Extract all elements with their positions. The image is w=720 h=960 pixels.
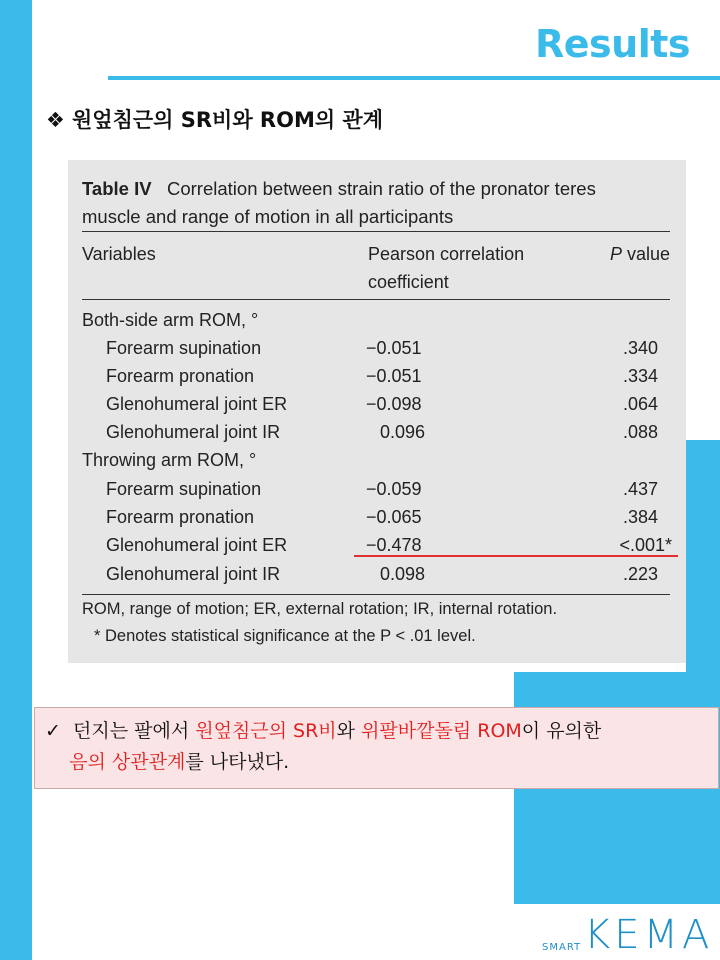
column-header-variables: Variables bbox=[82, 244, 156, 264]
table-row-pearson: −0.478 bbox=[366, 535, 422, 555]
table-caption bbox=[82, 175, 596, 231]
table-footnote-abbreviations: ROM, range of motion; ER, external rotation; IR, internal rotation. bbox=[82, 600, 558, 618]
slide-title: Results bbox=[534, 22, 690, 66]
table-row-p: .064 bbox=[622, 394, 658, 414]
table-header-rule bbox=[82, 299, 670, 300]
column-header-pearson bbox=[368, 240, 524, 296]
table-top-rule bbox=[82, 231, 670, 232]
logo-small-text: SMART bbox=[542, 942, 582, 952]
column-header-p-italic: P bbox=[609, 244, 622, 264]
note-part: 를 나타냈다. bbox=[185, 751, 290, 773]
table-row-pearson: −0.051 bbox=[366, 366, 422, 386]
table-row-label: Forearm supination bbox=[106, 338, 262, 358]
conclusion-note bbox=[34, 707, 719, 789]
table-row-p: .223 bbox=[622, 564, 658, 584]
table-row-label: Glenohumeral joint IR bbox=[106, 564, 281, 584]
column-header-p-rest: value bbox=[621, 244, 670, 264]
table-row-pearson: 0.096 bbox=[380, 422, 426, 442]
column-header-p-value bbox=[610, 240, 670, 268]
diamond-bullet-icon: ❖ bbox=[46, 108, 65, 132]
column-header-pearson-line2: coefficient bbox=[368, 272, 449, 292]
note-part: 던지는 팔에서 bbox=[73, 720, 196, 742]
section-heading-text: 원엎침근의 SR비와 ROM의 관계 bbox=[72, 108, 384, 132]
table-row-p: .334 bbox=[622, 366, 658, 386]
table-row-p: .340 bbox=[622, 338, 658, 358]
check-icon: ✓ bbox=[45, 720, 61, 742]
table-row-p: .088 bbox=[622, 422, 658, 442]
table-row-pearson: −0.098 bbox=[366, 394, 422, 414]
table-caption-line2: muscle and range of motion in all participants bbox=[82, 206, 454, 227]
table-row-p: .437 bbox=[622, 479, 658, 499]
table-image-panel bbox=[68, 160, 686, 663]
kema-logo bbox=[540, 912, 710, 952]
table-footnote-significance: * Denotes statistical significance at the P < .01 level. bbox=[94, 627, 476, 645]
note-highlight: 원엎침근의 SR비 bbox=[195, 720, 337, 742]
right-accent-block bbox=[686, 440, 720, 680]
table-row-pearson: −0.059 bbox=[366, 479, 422, 499]
note-highlight: 음의 상관관계 bbox=[69, 751, 186, 773]
note-highlight: 위팔바깥돌림 ROM bbox=[361, 720, 522, 742]
table-row-label: Glenohumeral joint IR bbox=[106, 422, 281, 442]
column-header-pearson-line1: Pearson correlation bbox=[368, 244, 525, 264]
left-accent-bar bbox=[0, 0, 32, 960]
table-row-label: Forearm pronation bbox=[106, 507, 255, 527]
kema-logo-graphic bbox=[540, 912, 710, 952]
group-label-throwing: Throwing arm ROM, ° bbox=[82, 450, 257, 470]
note-part: 이 유의한 bbox=[521, 720, 602, 742]
section-heading bbox=[46, 104, 383, 134]
title-underline bbox=[108, 76, 720, 80]
table-row-pearson: −0.051 bbox=[366, 338, 422, 358]
table-row-pearson: −0.065 bbox=[366, 507, 422, 527]
table-caption-label: Table IV bbox=[82, 178, 152, 199]
table-row-label: Forearm supination bbox=[106, 479, 262, 499]
table-row-p: <.001* bbox=[619, 535, 672, 555]
note-part: 와 bbox=[336, 720, 362, 742]
table-row-label: Glenohumeral joint ER bbox=[106, 535, 288, 555]
table-row-pearson: 0.098 bbox=[380, 564, 426, 584]
table-row-p: .384 bbox=[622, 507, 658, 527]
table-caption-line1: Correlation between strain ratio of the pronator teres bbox=[167, 178, 596, 199]
logo-big-text: KEMA bbox=[584, 912, 710, 952]
table-row-label: Glenohumeral joint ER bbox=[106, 394, 288, 414]
group-label-both-side: Both-side arm ROM, ° bbox=[82, 310, 259, 330]
conclusion-text bbox=[45, 716, 601, 778]
table-bottom-rule bbox=[82, 594, 670, 595]
table-row-label: Forearm pronation bbox=[106, 366, 255, 386]
highlight-underline bbox=[354, 555, 678, 557]
